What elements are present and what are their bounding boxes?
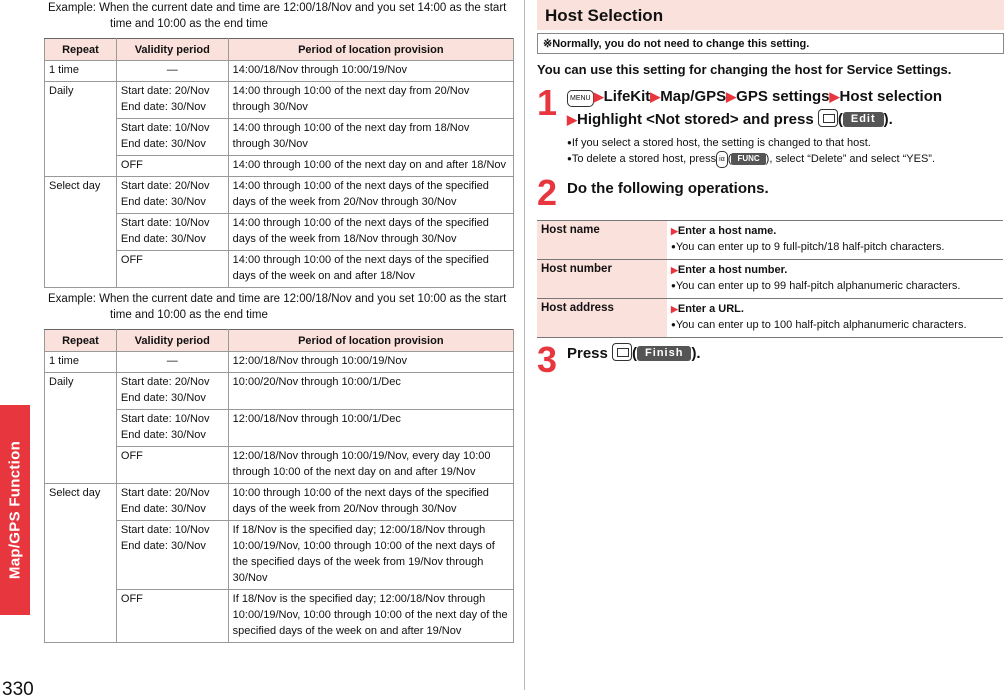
table-row [45,484,514,521]
header-validity: Validity period [116,39,228,61]
arrow-icon: ▶ [567,112,577,127]
table-row [45,177,514,214]
cell-validity: Start date: 10/Nov End date: 30/Nov [116,214,228,251]
op-name: Host name [537,221,667,260]
table-header-row [45,330,514,352]
cell-validity: OFF [116,590,228,643]
cell-repeat: Select day [45,177,117,288]
cell-period: 14:00 through 10:00 of the next day on and after 18/Nov [228,156,513,177]
cell-period: 14:00 through 10:00 of the next days of the specified days of the week from 20/Nov through 30/Nov [228,177,513,214]
example-1-text: Example: When the current date and time are 12:00/18/Nov and you set 14:00 as the start time and 10:00 as the end time [48,2,507,30]
cell-validity: Start date: 20/Nov End date: 30/Nov [116,177,228,214]
intro-text: You can use this setting for changing the host for Service Settings. [537,62,952,77]
header-validity: Validity period [116,330,228,352]
location-table-2 [44,329,514,643]
mail-key-icon [818,109,838,127]
table-row [45,61,514,82]
note-item: ● If you select a stored host, the setting is changed to that host. [567,135,1004,151]
cell-period: 10:00/20/Nov through 10:00/1/Dec [228,373,513,410]
cell-validity: OFF [116,447,228,484]
section-title: Host Selection [537,0,1004,30]
cell-period: 12:00/18/Nov through 10:00/19/Nov, every day 10:00 through 10:00 of the next day on and after 19/Nov [228,447,513,484]
location-table-1 [44,38,514,288]
step-number: 3 [537,339,558,380]
cell-validity: — [116,352,228,373]
edit-softkey: Edit [843,112,884,127]
note-item: ● To delete a stored host, press iα ( FUNC ), select “Delete” and select “YES”. [567,151,1004,168]
cell-period: 12:00/18/Nov through 10:00/1/Dec [228,410,513,447]
cell-validity: Start date: 10/Nov End date: 30/Nov [116,521,228,590]
cell-validity: — [116,61,228,82]
cell-period: 14:00/18/Nov through 10:00/19/Nov [228,61,513,82]
arrow-icon: ▶ [650,89,661,104]
page-number: 330 [2,679,34,698]
cell-validity: Start date: 20/Nov End date: 30/Nov [116,484,228,521]
i-key-icon: iα [716,151,728,168]
arrow-icon: ▶ [726,89,737,104]
cell-period: 10:00 through 10:00 of the next days of the specified days of the week from 20/Nov through 30/Nov [228,484,513,521]
header-repeat: Repeat [45,330,117,352]
cell-validity: Start date: 10/Nov End date: 30/Nov [116,410,228,447]
cell-validity: Start date: 20/Nov End date: 30/Nov [116,373,228,410]
op-name: Host address [537,299,667,338]
step-1-text: MENU ▶LifeKit▶Map/GPS▶GPS settings▶Host selection ▶Highlight <Not stored> and press ( Edit ). [567,88,943,128]
table-row [537,260,1003,299]
step-1 [537,82,1004,168]
cell-validity: OFF [116,251,228,288]
left-column [44,0,514,643]
menu-key-icon: MENU [567,90,594,107]
section-tab [0,405,30,615]
cell-repeat: Daily [45,82,117,177]
cell-repeat: Select day [45,484,117,643]
table-row [45,82,514,119]
header-period: Period of location provision [228,39,513,61]
cell-period: 12:00/18/Nov through 10:00/19/Nov [228,352,513,373]
cell-repeat: 1 time [45,61,117,82]
op-detail: ▶ Enter a host name. ● You can enter up to 9 full-pitch/18 half-pitch characters. [667,221,1003,260]
right-column [537,0,1004,380]
cell-period: 14:00 through 10:00 of the next day from 20/Nov through 30/Nov [228,82,513,119]
table-row [45,373,514,410]
op-detail: ▶ Enter a host number. ● You can enter up to 99 half-pitch alphanumeric characters. [667,260,1003,299]
section-tab-label: Map/GPS Function [6,440,24,580]
step-2-text: Do the following operations. [567,180,769,197]
cell-period: If 18/Nov is the specified day; 12:00/18/Nov through 10:00/19/Nov, 10:00 through 10:00 of the next day of the specified days of the week on and after 19/Nov [228,590,513,643]
table-row [537,221,1003,260]
example-2-text: Example: When the current date and time are 12:00/18/Nov and you set 10:00 as the start time and 10:00 as the end time [48,293,507,321]
arrow-icon: ▶ [593,89,604,104]
note-box: ※Normally, you do not need to change this setting. [537,33,1004,54]
cell-repeat: 1 time [45,352,117,373]
cell-period: 14:00 through 10:00 of the next day from 18/Nov through 30/Nov [228,119,513,156]
step-number: 1 [537,82,558,123]
step-3 [537,339,1004,380]
header-period: Period of location provision [228,330,513,352]
finish-softkey: Finish [637,346,691,361]
op-name: Host number [537,260,667,299]
table-header-row [45,39,514,61]
cell-repeat: Daily [45,373,117,484]
table-row [537,299,1003,338]
func-softkey: FUNC [731,153,765,165]
arrow-icon: ▶ [829,89,840,104]
op-detail: ▶ Enter a URL. ● You can enter up to 100 half-pitch alphanumeric characters. [667,299,1003,338]
cell-period: 14:00 through 10:00 of the next days of the specified days of the week on and after 18/Nov [228,251,513,288]
cell-period: If 18/Nov is the specified day; 12:00/18/Nov through 10:00/19/Nov, 10:00 through 10:00 of the next days of the specified days of the week from 19/Nov through 30/Nov [228,521,513,590]
step-3-text: Press ( Finish ). [567,345,701,362]
operations-table [537,220,1003,338]
table-row [45,352,514,373]
cell-validity: OFF [116,156,228,177]
step-1-notes [567,135,1004,168]
cell-validity: Start date: 10/Nov End date: 30/Nov [116,119,228,156]
step-2 [537,172,1004,213]
cell-validity: Start date: 20/Nov End date: 30/Nov [116,82,228,119]
header-repeat: Repeat [45,39,117,61]
mail-key-icon [612,343,632,361]
cell-period: 14:00 through 10:00 of the next days of the specified days of the week from 18/Nov through 30/Nov [228,214,513,251]
column-divider [524,0,525,690]
step-number: 2 [537,172,558,213]
